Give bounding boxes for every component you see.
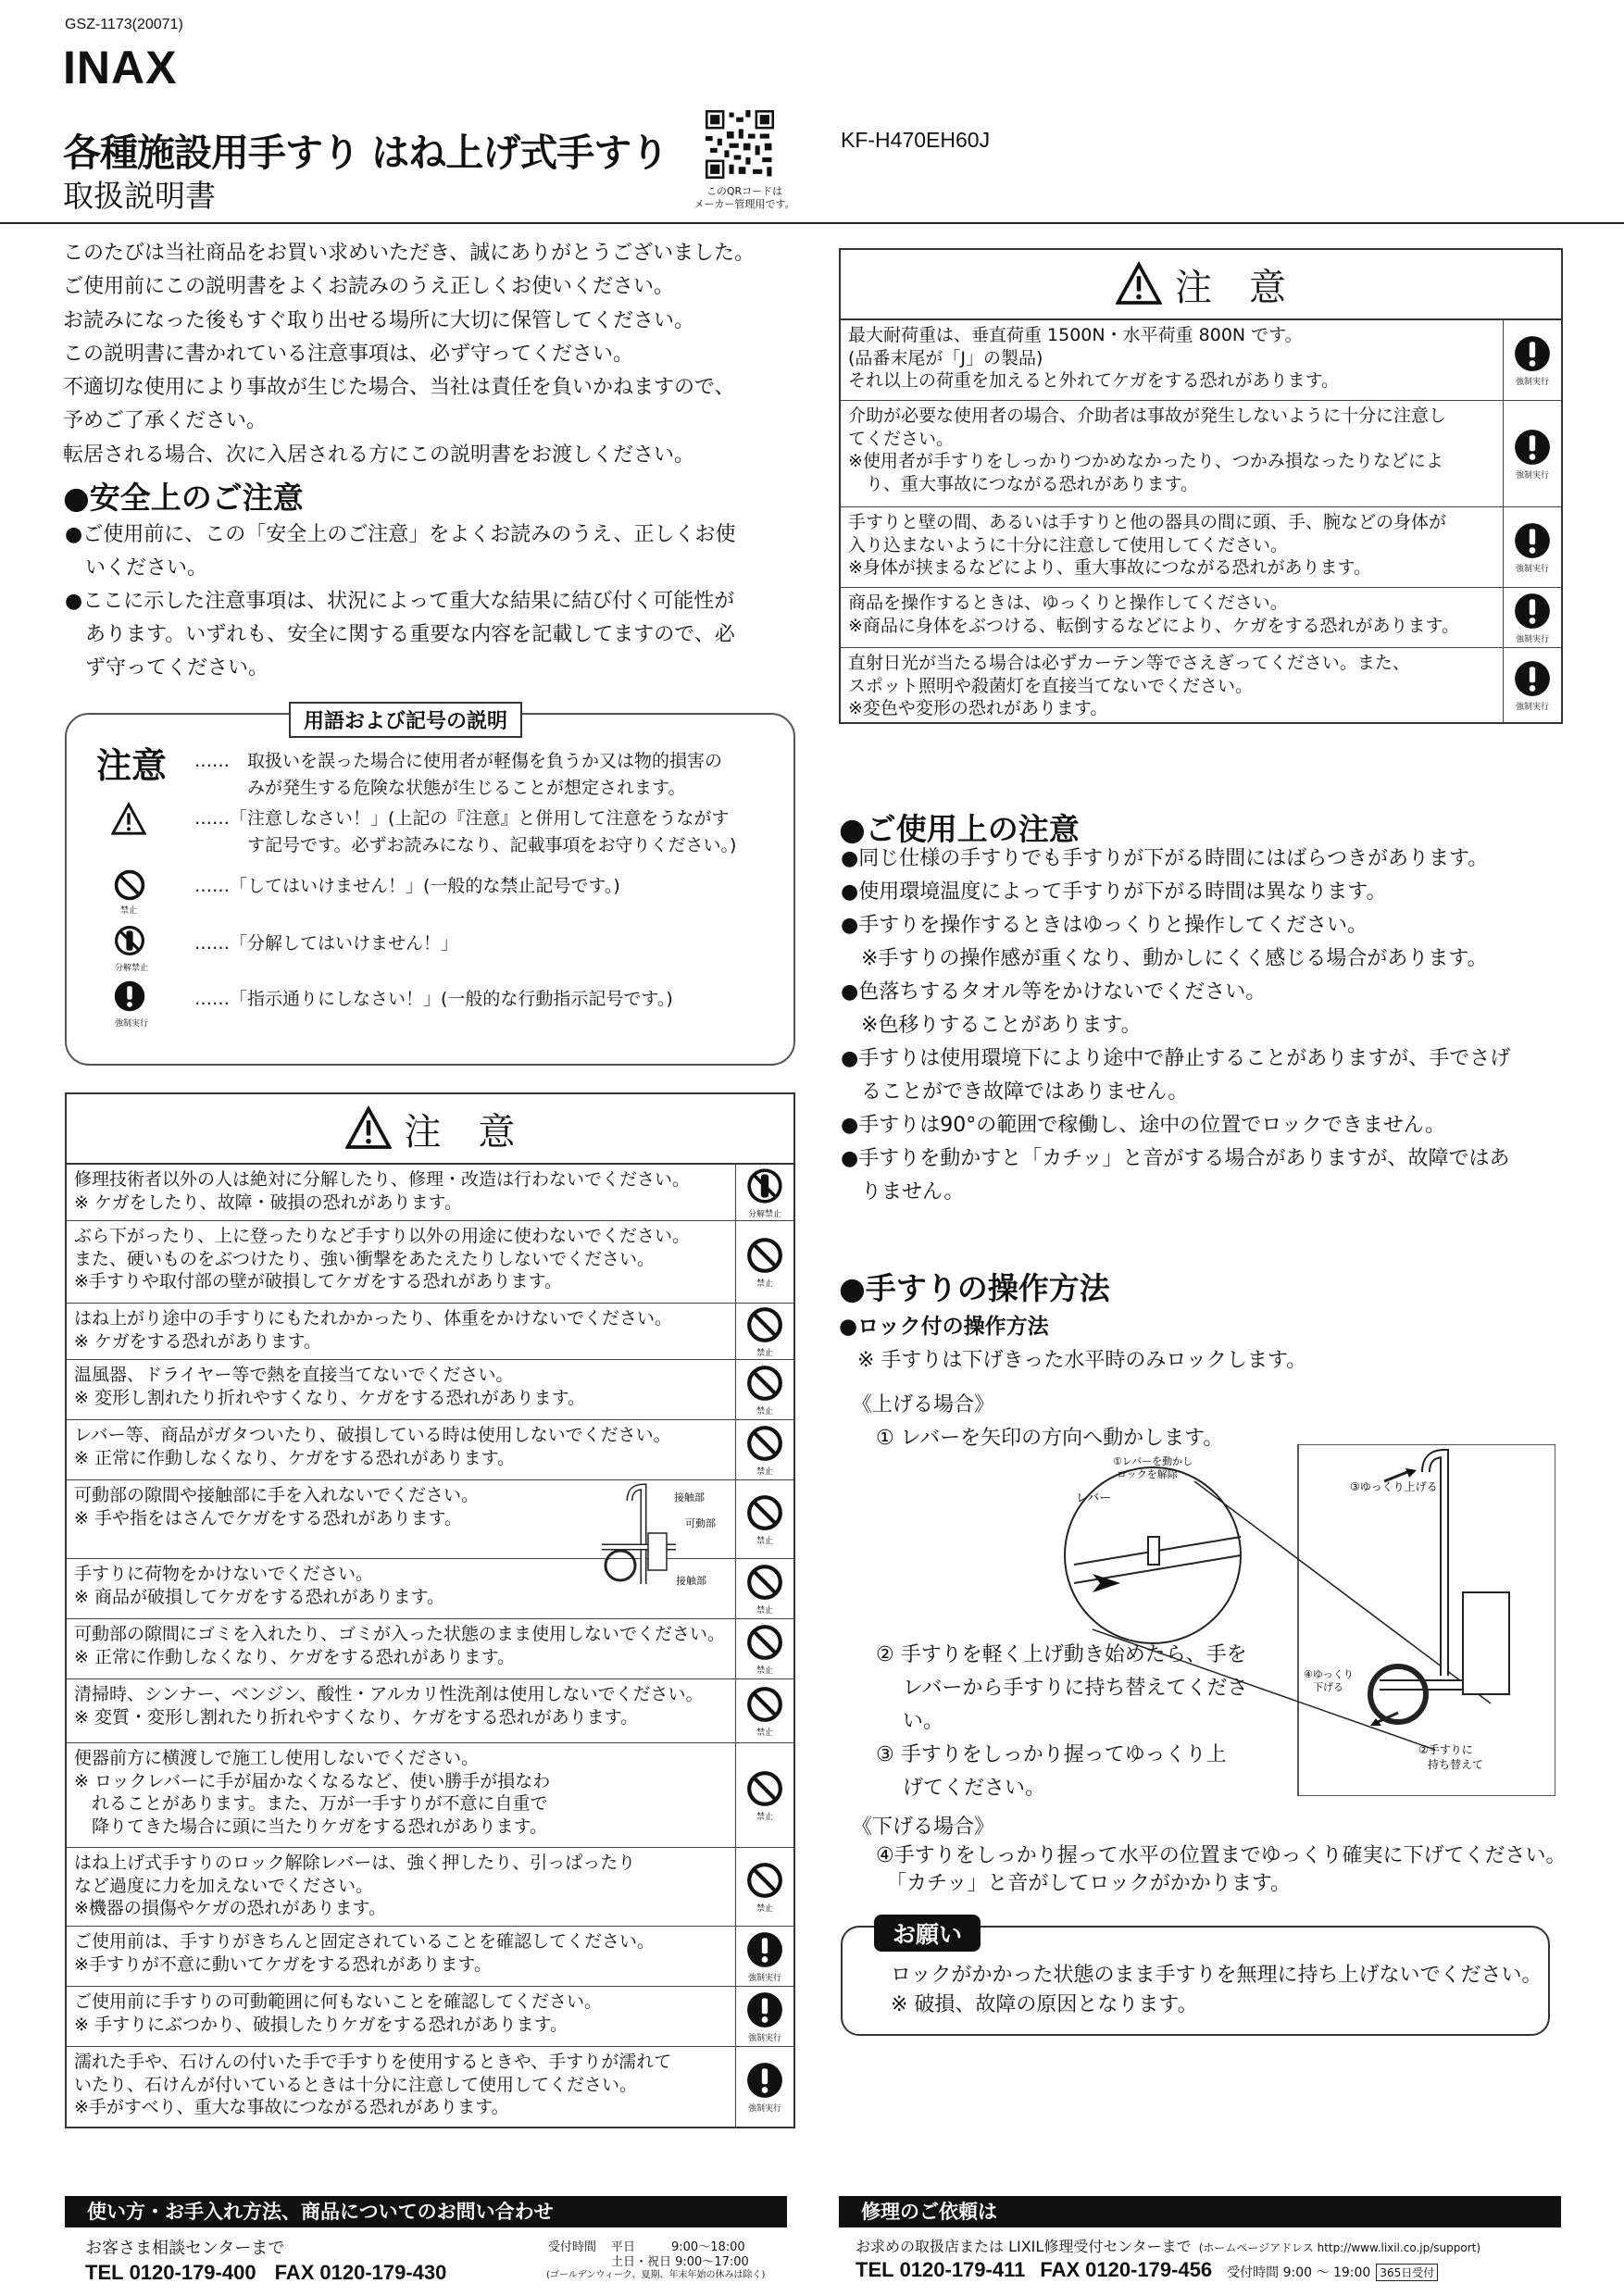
model-number: KF-H470EH60J xyxy=(841,128,991,152)
caution-row-symbol xyxy=(1504,648,1561,722)
fig-label-switch: 持ち替えて xyxy=(1428,1758,1484,1771)
caution-row-symbol xyxy=(736,1360,793,1419)
figure-label: 接触部 xyxy=(674,1491,705,1504)
fig-label-lever: レバー xyxy=(1076,1491,1112,1505)
caution-line: ※ 変質・変形し割れたり折れやすくなり、ケガをする恐れがあります。 xyxy=(74,1706,639,1728)
caution-table-left xyxy=(65,1092,795,2128)
step-line: い。 xyxy=(876,1710,943,1733)
usage-line: ることができ故障ではありません。 xyxy=(841,1080,1189,1104)
caution-line: 介助が必要な使用者の場合、介助者は事故が発生しないように十分に注意し xyxy=(848,406,1447,426)
footer-left xyxy=(65,2196,787,2285)
usage-heading: ●ご使用上の注意 xyxy=(839,811,1080,847)
safety-bullet-line: あります。いずれも、安全に関する重要な内容を記載してますので、必 xyxy=(65,623,735,646)
term-line: す記号です。必ずお読みになり、記載事項をお守りください。) xyxy=(194,835,737,855)
tel-label: TEL xyxy=(85,2261,124,2284)
caution-line: 最大耐荷重は、垂直荷重 1500N・水平荷重 800N です。 xyxy=(848,325,1303,345)
caution-line: ※ 商品が破損してケガをする恐れがあります。 xyxy=(74,1586,445,1607)
caution-row-symbol xyxy=(736,1304,793,1359)
usage-line: ●同じ仕様の手すりでも手すりが下がる時間にはばらつきがあります。 xyxy=(841,847,1489,870)
fax-label: FAX xyxy=(1040,2258,1081,2281)
prohibited-icon xyxy=(745,1861,784,1900)
qr-note-line: このQRコードは xyxy=(706,185,783,197)
qr-note xyxy=(689,185,800,211)
usage-line: ●手すりは使用環境下により途中で静止することがありますが、手でさげ xyxy=(841,1047,1511,1070)
operation-note: ※ 手すりは下げきった水平時のみロックします。 xyxy=(857,1349,1307,1372)
caution-line: ※ ロックレバーに手が届かなくなるなど、使い勝手が損なわ xyxy=(74,1770,551,1791)
fig-label-lever-move: ロックを解除 xyxy=(1117,1468,1178,1480)
caution-row-text xyxy=(67,1420,736,1479)
caution-row xyxy=(67,1927,793,1987)
caution-row xyxy=(67,1743,793,1848)
warning-triangle-icon xyxy=(111,802,146,837)
caution-line: など過度に力を加えないでください。 xyxy=(74,1875,374,1896)
tel-number[interactable]: 0120-179-400 xyxy=(129,2261,256,2284)
brand-logo: INAX xyxy=(63,42,178,94)
safety-bullet-line: いください。 xyxy=(65,556,208,580)
handrail-gap-figure xyxy=(593,1482,731,1603)
caution-row-symbol xyxy=(736,1987,793,2046)
caution-row xyxy=(67,1360,793,1420)
mandatory-icon xyxy=(1513,659,1552,698)
caution-row xyxy=(67,1304,793,1360)
term-prohibited-desc: ……「してはいけません！」(一般的な禁止記号です。) xyxy=(194,876,620,896)
caution-line: 可動部の隙間や接触部に手を入れないでください。 xyxy=(74,1485,480,1505)
repair-center-text: お求めの取扱店または LIXIL修理受付センターまで xyxy=(856,2238,1192,2255)
repair-center xyxy=(856,2235,1561,2256)
symbol-label: 分解禁止 xyxy=(747,1209,781,1219)
caution-line: り、重大事故につながる恐れがあります。 xyxy=(848,473,1199,494)
prohibited-icon xyxy=(745,1424,784,1463)
caution-line: ※手すりや取付部の壁が破損してケガをする恐れがあります。 xyxy=(74,1271,563,1292)
caution-line: ※ 正常に作動しなくなり、ケガをする恐れがあります。 xyxy=(74,1447,516,1468)
mandatory-icon xyxy=(1513,592,1552,630)
prohibited-icon xyxy=(113,868,146,902)
usage-line: りません。 xyxy=(841,1180,965,1204)
prohibited-label: 禁止 xyxy=(120,906,138,916)
caution-line: ※手がすべり、重大な事故につながる恐れがあります。 xyxy=(74,2097,509,2117)
intro-line: 予めご了承ください。 xyxy=(63,409,268,433)
caution-row xyxy=(841,588,1561,648)
warning-triangle-icon xyxy=(1116,261,1162,307)
caution-line: ※ ケガをしたり、故障・破損の恐れがあります。 xyxy=(74,1192,463,1213)
fax-label: FAX xyxy=(274,2261,315,2284)
caution-line: レバー等、商品がガタついたり、破損している時は使用しないでください。 xyxy=(74,1425,671,1445)
mandatory-icon xyxy=(745,1930,784,1969)
request-title: お願い xyxy=(874,1915,981,1952)
caution-line: 降りてきた場合に頭に当たりケガをする恐れがあります。 xyxy=(74,1816,548,1837)
caution-row-symbol xyxy=(736,1927,793,1986)
mandatory-icon xyxy=(113,980,146,1013)
symbol-label: 強制実行 xyxy=(1515,634,1549,644)
caution-line: ※身体が挟まるなどにより、重大事故につながる恐れがあります。 xyxy=(848,557,1372,578)
prohibited-icon xyxy=(745,1623,784,1662)
caution-row-symbol xyxy=(736,1420,793,1479)
caution-row xyxy=(67,1848,793,1927)
days-365-badge: 365日受付 xyxy=(1376,2264,1438,2281)
caution-heading xyxy=(67,1094,793,1165)
caution-row-text xyxy=(841,320,1504,400)
symbol-label: 強制実行 xyxy=(1515,564,1549,574)
step-line: レバーから手すりに持ち替えてくださ xyxy=(876,1677,1248,1700)
caution-line: スポット照明や殺菌灯を直接当てないでください。 xyxy=(848,675,1254,696)
caution-line: ※ ケガをする恐れがあります。 xyxy=(74,1330,322,1352)
hours-weekday: 平日 9:00～18:00 xyxy=(611,2240,745,2254)
caution-row-text xyxy=(67,1360,736,1419)
caution-row-text xyxy=(67,2047,736,2127)
request-text xyxy=(891,1961,1543,2020)
safety-bullet-line: ●ここに示した注意事項は、状況によって重大な結果に結び付く可能性が xyxy=(65,590,735,613)
mandatory-icon xyxy=(745,1990,784,2029)
support-center: お客さま相談センターまで xyxy=(85,2239,285,2258)
caution-row-text xyxy=(67,1619,736,1678)
prohibited-icon xyxy=(745,1769,784,1808)
fig-label-raise: ③ゆっくり上げる xyxy=(1350,1480,1438,1493)
caution-row-symbol xyxy=(1504,588,1561,647)
repair-contact xyxy=(856,2258,1561,2282)
caution-line: (品番末尾が「J」の製品) xyxy=(848,347,1043,368)
caution-line: 可動部の隙間にゴミを入れたり、ゴミが入った状態のまま使用しないでください。 xyxy=(74,1624,726,1644)
term-triangle-desc xyxy=(194,805,736,859)
caution-line: ご使用前に手すりの可動範囲に何もないことを確認してください。 xyxy=(74,1991,603,2012)
caution-line: ※使用者が手すりをしっかりつかめなかったり、つかみ損なったりなどによ xyxy=(848,451,1443,471)
caution-rows xyxy=(67,1165,793,2127)
prohibited-icon xyxy=(745,1493,784,1532)
symbol-label: 禁止 xyxy=(756,1666,773,1676)
symbol-label: 強制実行 xyxy=(1515,377,1549,387)
caution-row-text xyxy=(67,1165,736,1220)
page-subtitle: 取扱説明書 xyxy=(63,178,216,214)
symbol-label: 強制実行 xyxy=(747,2033,781,2043)
symbol-label: 禁止 xyxy=(756,1728,773,1738)
caution-line: ※手すりが不意に動いてケガをする恐れがあります。 xyxy=(74,1953,493,1975)
prohibited-icon xyxy=(745,1236,784,1275)
hours-weekend: 土日・祝日 9:00～17:00 xyxy=(611,2255,749,2269)
caution-row-text xyxy=(67,1927,736,1986)
fig-label-lower: ④ゆっくり xyxy=(1304,1668,1354,1680)
intro-line: 不適切な使用により事故が生じた場合、当社は責任を負いかねますので、 xyxy=(63,376,735,400)
symbol-label: 禁止 xyxy=(756,1348,773,1358)
no-disassembly-icon xyxy=(113,924,146,957)
caution-row-symbol xyxy=(1504,320,1561,400)
caution-row-symbol xyxy=(736,1559,793,1618)
caution-row-symbol xyxy=(736,1679,793,1742)
request-line: ロックがかかった状態のまま手すりを無理に持ち上げないでください。 xyxy=(891,1964,1543,1987)
caution-line: 手すりと壁の間、あるいは手すりと他の器具の間に頭、手、腕などの身体が xyxy=(848,512,1447,532)
intro-line: お読みになった後もすぐ取り出せる場所に大切に保管してください。 xyxy=(63,308,695,332)
fig-label-lever-move: ①レバーを動かし xyxy=(1113,1455,1193,1467)
prohibited-icon xyxy=(745,1305,784,1344)
symbol-label: 禁止 xyxy=(756,1466,773,1477)
safety-bullet-line: ず守ってください。 xyxy=(65,656,269,680)
qr-note-line: メーカー管理用です。 xyxy=(693,198,795,210)
caution-row xyxy=(67,1221,793,1304)
caution-heading-text: 注 意 xyxy=(1175,266,1286,309)
safety-bullets xyxy=(65,518,806,685)
tel-label: TEL xyxy=(856,2258,894,2281)
caution-line: ぶら下がったり、上に登ったりなど手すり以外の用途に使わないでください。 xyxy=(74,1226,691,1246)
lower-heading: 《下げる場合》 xyxy=(852,1816,995,1839)
caution-row-symbol xyxy=(736,1221,793,1303)
mandatory-icon xyxy=(1513,521,1552,560)
step-line: げてください。 xyxy=(876,1777,1045,1800)
caution-line: 清掃時、シンナー、ベンジン、酸性・アルカリ性洗剤は使用しないでください。 xyxy=(74,1684,704,1704)
caution-row xyxy=(841,401,1561,507)
caution-word: 注意 xyxy=(96,745,168,786)
caution-row xyxy=(67,2047,793,2127)
operation-subheading: ●ロック付の操作方法 xyxy=(839,1315,1049,1339)
caution-line: 直射日光が当たる場合は必ずカーテン等でさえぎってください。また、 xyxy=(848,653,1410,673)
caution-row xyxy=(67,1987,793,2047)
tel-number[interactable]: 0120-179-411 xyxy=(899,2258,1026,2281)
caution-row-text xyxy=(67,1304,736,1359)
usage-line: ●色落ちするタオル等をかけないでください。 xyxy=(841,980,1267,1004)
usage-line: ※色移りすることがあります。 xyxy=(841,1014,1142,1037)
intro-line: この説明書に書かれている注意事項は、必ず守ってください。 xyxy=(63,342,634,366)
intro-line: ご使用前にこの説明書をよくお読みのうえ正しくお使いください。 xyxy=(63,275,675,299)
operation-heading: ●手すりの操作方法 xyxy=(839,1270,1110,1306)
document-code: GSZ-1173(20071) xyxy=(65,17,183,32)
caution-row-text xyxy=(841,588,1504,647)
intro-text xyxy=(63,237,804,472)
footer-right-bar: 修理のご依頼は xyxy=(839,2196,1561,2227)
caution-line: 入り込まないように十分に注意して使用してください。 xyxy=(848,534,1289,555)
caution-row-symbol xyxy=(736,1848,793,1926)
caution-row xyxy=(841,507,1561,588)
symbols-explanation-title: 用語および記号の説明 xyxy=(289,702,522,738)
symbol-label: 禁止 xyxy=(756,1903,773,1914)
footer-right xyxy=(839,2196,1561,2282)
header-divider xyxy=(0,222,1624,224)
caution-row-text xyxy=(67,1679,736,1742)
caution-row-text xyxy=(67,1743,736,1847)
symbol-label: 禁止 xyxy=(756,1605,773,1616)
caution-row xyxy=(67,1420,793,1480)
caution-line: 商品を操作するときは、ゆっくりと操作してください。 xyxy=(848,593,1288,613)
symbol-label: 禁止 xyxy=(756,1279,773,1289)
intro-line: このたびは当社商品をお買い求めいただき、誠にありがとうございました。 xyxy=(63,242,756,265)
usage-line: ※手すりの操作感が重くなり、動かしにくく感じる場合があります。 xyxy=(841,947,1488,970)
term-mandatory-desc: ……「指示通りにしなさい！」(一般的な行動指示記号です。) xyxy=(194,989,673,1009)
caution-row-symbol xyxy=(736,1480,793,1558)
term-line: ……「注意しなさい！」(上記の『注意』と併用して注意をうながす xyxy=(194,808,730,829)
usage-list xyxy=(841,842,1563,1209)
repair-homepage[interactable]: (ホームページアドレス http://www.lixil.co.jp/support) xyxy=(1198,2241,1481,2254)
usage-line: ●使用環境温度によって手すりが下がる時間は異なります。 xyxy=(841,880,1387,904)
caution-line: れることがあります。また、万が一手すりが不意に自重で xyxy=(74,1793,548,1814)
usage-line: ●手すりは90°の範囲で稼働し、途中の位置でロックできません。 xyxy=(841,1114,1446,1137)
caution-row-text xyxy=(841,401,1504,506)
intro-line: 転居される場合、次に入居される方にこの説明書をお渡しください。 xyxy=(63,443,695,467)
page-title: 各種施設用手すり はね上げ式手すり xyxy=(63,131,668,175)
mandatory-label: 強制実行 xyxy=(115,1019,149,1029)
caution-row xyxy=(841,648,1561,722)
caution-line: ※ 正常に作動しなくなり、ケガをする恐れがあります。 xyxy=(74,1646,516,1667)
figure-label: 可動部 xyxy=(685,1517,716,1529)
caution-row xyxy=(67,1165,793,1221)
symbol-label: 強制実行 xyxy=(747,2103,781,2114)
caution-row-symbol xyxy=(1504,507,1561,587)
caution-line: また、硬いものをぶつけたり、強い衝撃をあたえたりしないでください。 xyxy=(74,1248,656,1269)
safety-heading: ●安全上のご注意 xyxy=(63,480,304,516)
symbol-label: 強制実行 xyxy=(747,1973,781,1983)
mandatory-icon xyxy=(1513,334,1552,373)
step-4 xyxy=(876,1842,1567,1898)
symbol-label: 強制実行 xyxy=(1515,470,1549,480)
step-line: ③ 手すりをしっかり握ってゆっくり上 xyxy=(876,1743,1227,1766)
term-no-disassembly-desc: ……「分解してはいけません！」 xyxy=(194,933,459,954)
symbol-label: 強制実行 xyxy=(1515,702,1549,712)
step-line: ④手すりをしっかり握って水平の位置までゆっくり確実に下げてください。 xyxy=(876,1844,1567,1867)
caution-rows xyxy=(841,320,1561,722)
caution-heading xyxy=(841,250,1561,320)
symbol-label: 禁止 xyxy=(756,1406,773,1416)
usage-line: ●手すりを動かすと「カチッ」と音がする場合がありますが、故障ではあ xyxy=(841,1147,1510,1170)
caution-row xyxy=(841,320,1561,401)
caution-row xyxy=(67,1679,793,1743)
caution-line: いたり、石けんが付いているときは十分に注意して使用してください。 xyxy=(74,2074,638,2095)
step-line: ② 手すりを軽く上げ動き始めたら、手を xyxy=(876,1643,1247,1666)
caution-row-symbol xyxy=(736,1165,793,1220)
no-disassembly-label: 分解禁止 xyxy=(115,964,149,973)
figure-label: 接触部 xyxy=(676,1575,706,1587)
fax-number[interactable]: 0120-179-456 xyxy=(1085,2258,1213,2281)
caution-line: 手すりに荷物をかけないでください。 xyxy=(74,1564,374,1584)
caution-line: はね上げ式手すりのロック解除レバーは、強く押したり、引っぱったり xyxy=(74,1853,636,1873)
fax-number[interactable]: 0120-179-430 xyxy=(319,2261,447,2284)
step-line: 「カチッ」と音がしてロックがかかります。 xyxy=(876,1872,1292,1895)
repair-hours: 受付時間 9:00 ～ 19:00 xyxy=(1227,2265,1371,2280)
caution-line: ※変色や変形の恐れがあります。 xyxy=(848,698,1108,718)
caution-line: それ以上の荷重を加えると外れてケガをする恐れがあります。 xyxy=(848,370,1340,391)
step-1: ① レバーを矢印の方向へ動かします。 xyxy=(876,1427,1224,1450)
term-line: …… 取扱いを誤った場合に使用者が軽傷を負うか又は物的損害の xyxy=(194,751,723,771)
caution-line: 修理技術者以外の人は絶対に分解したり、修理・改造は行わないでください。 xyxy=(74,1169,691,1190)
qr-code-icon xyxy=(706,104,774,185)
holiday-note: (ゴールデンウィーク、夏期、年末年始の休みは除く) xyxy=(546,2270,766,2280)
caution-row-text xyxy=(841,507,1504,587)
caution-row-text xyxy=(67,1221,736,1303)
fig-label-lower: 下げる xyxy=(1313,1681,1343,1693)
request-line: ※ 破損、故障の原因となります。 xyxy=(891,1993,1198,2016)
raise-heading: 《上げる場合》 xyxy=(852,1393,995,1416)
warning-triangle-icon xyxy=(345,1105,392,1152)
operation-diagram xyxy=(1056,1444,1555,1796)
prohibited-icon xyxy=(745,1364,784,1403)
symbol-label: 禁止 xyxy=(756,1812,773,1822)
caution-line: 便器前方に横渡しで施工し使用しないでください。 xyxy=(74,1748,480,1768)
symbol-label: 禁止 xyxy=(756,1536,773,1546)
caution-table-right xyxy=(839,248,1563,724)
hours-label: 受付時間 xyxy=(548,2240,597,2254)
mandatory-icon xyxy=(745,2061,784,2100)
safety-bullet-line: ●ご使用前に、この「安全上のご注意」をよくお読みのうえ、正しくお使 xyxy=(65,523,736,546)
caution-row-symbol xyxy=(736,1743,793,1847)
caution-line: ※商品に身体をぶつける、転倒するなどにより、ケガをする恐れがあります。 xyxy=(848,615,1460,636)
caution-row-text xyxy=(67,1987,736,2046)
caution-line: はね上がり途中の手すりにもたれかかったり、体重をかけないでください。 xyxy=(74,1308,673,1329)
no-disassembly-icon xyxy=(745,1167,784,1205)
caution-row-text xyxy=(841,648,1504,722)
caution-row-text xyxy=(67,1848,736,1926)
caution-row-symbol xyxy=(1504,401,1561,506)
fig-label-switch: ②手すりに xyxy=(1418,1743,1473,1756)
caution-line: 温風器、ドライヤー等で熱を直接当てないでください。 xyxy=(74,1365,514,1385)
caution-heading-text: 注 意 xyxy=(404,1110,516,1154)
caution-row-symbol xyxy=(736,1619,793,1678)
caution-line: ※ 手や指をはさんでケガをする恐れがあります。 xyxy=(74,1507,463,1529)
caution-line: てください。 xyxy=(848,428,955,449)
caution-line: 濡れた手や、石けんの付いた手で手すりを使用するときや、手すりが濡れて xyxy=(74,2052,672,2072)
caution-line: ご使用前は、手すりがきちんと固定されていることを確認してください。 xyxy=(74,1931,656,1952)
term-line: みが発生する危険な状態が生じることが想定されます。 xyxy=(194,778,686,798)
prohibited-icon xyxy=(745,1685,784,1724)
caution-line: ※ 手すりにぶつかり、破損したりケガをする恐れがあります。 xyxy=(74,2014,568,2035)
caution-row-symbol xyxy=(736,2047,793,2127)
caution-line: ※機器の損傷やケガの恐れがあります。 xyxy=(74,1898,387,1918)
footer-left-bar: 使い方・お手入れ方法、商品についてのお問い合わせ xyxy=(65,2196,787,2227)
usage-line: ●手すりを操作するときはゆっくりと操作してください。 xyxy=(841,914,1368,937)
caution-line: ※ 変形し割れたり折れやすくなり、ケガをする恐れがあります。 xyxy=(74,1387,586,1408)
caution-row xyxy=(67,1619,793,1679)
term-caution-desc xyxy=(194,748,722,802)
mandatory-icon xyxy=(1513,428,1552,467)
prohibited-icon xyxy=(745,1563,784,1602)
